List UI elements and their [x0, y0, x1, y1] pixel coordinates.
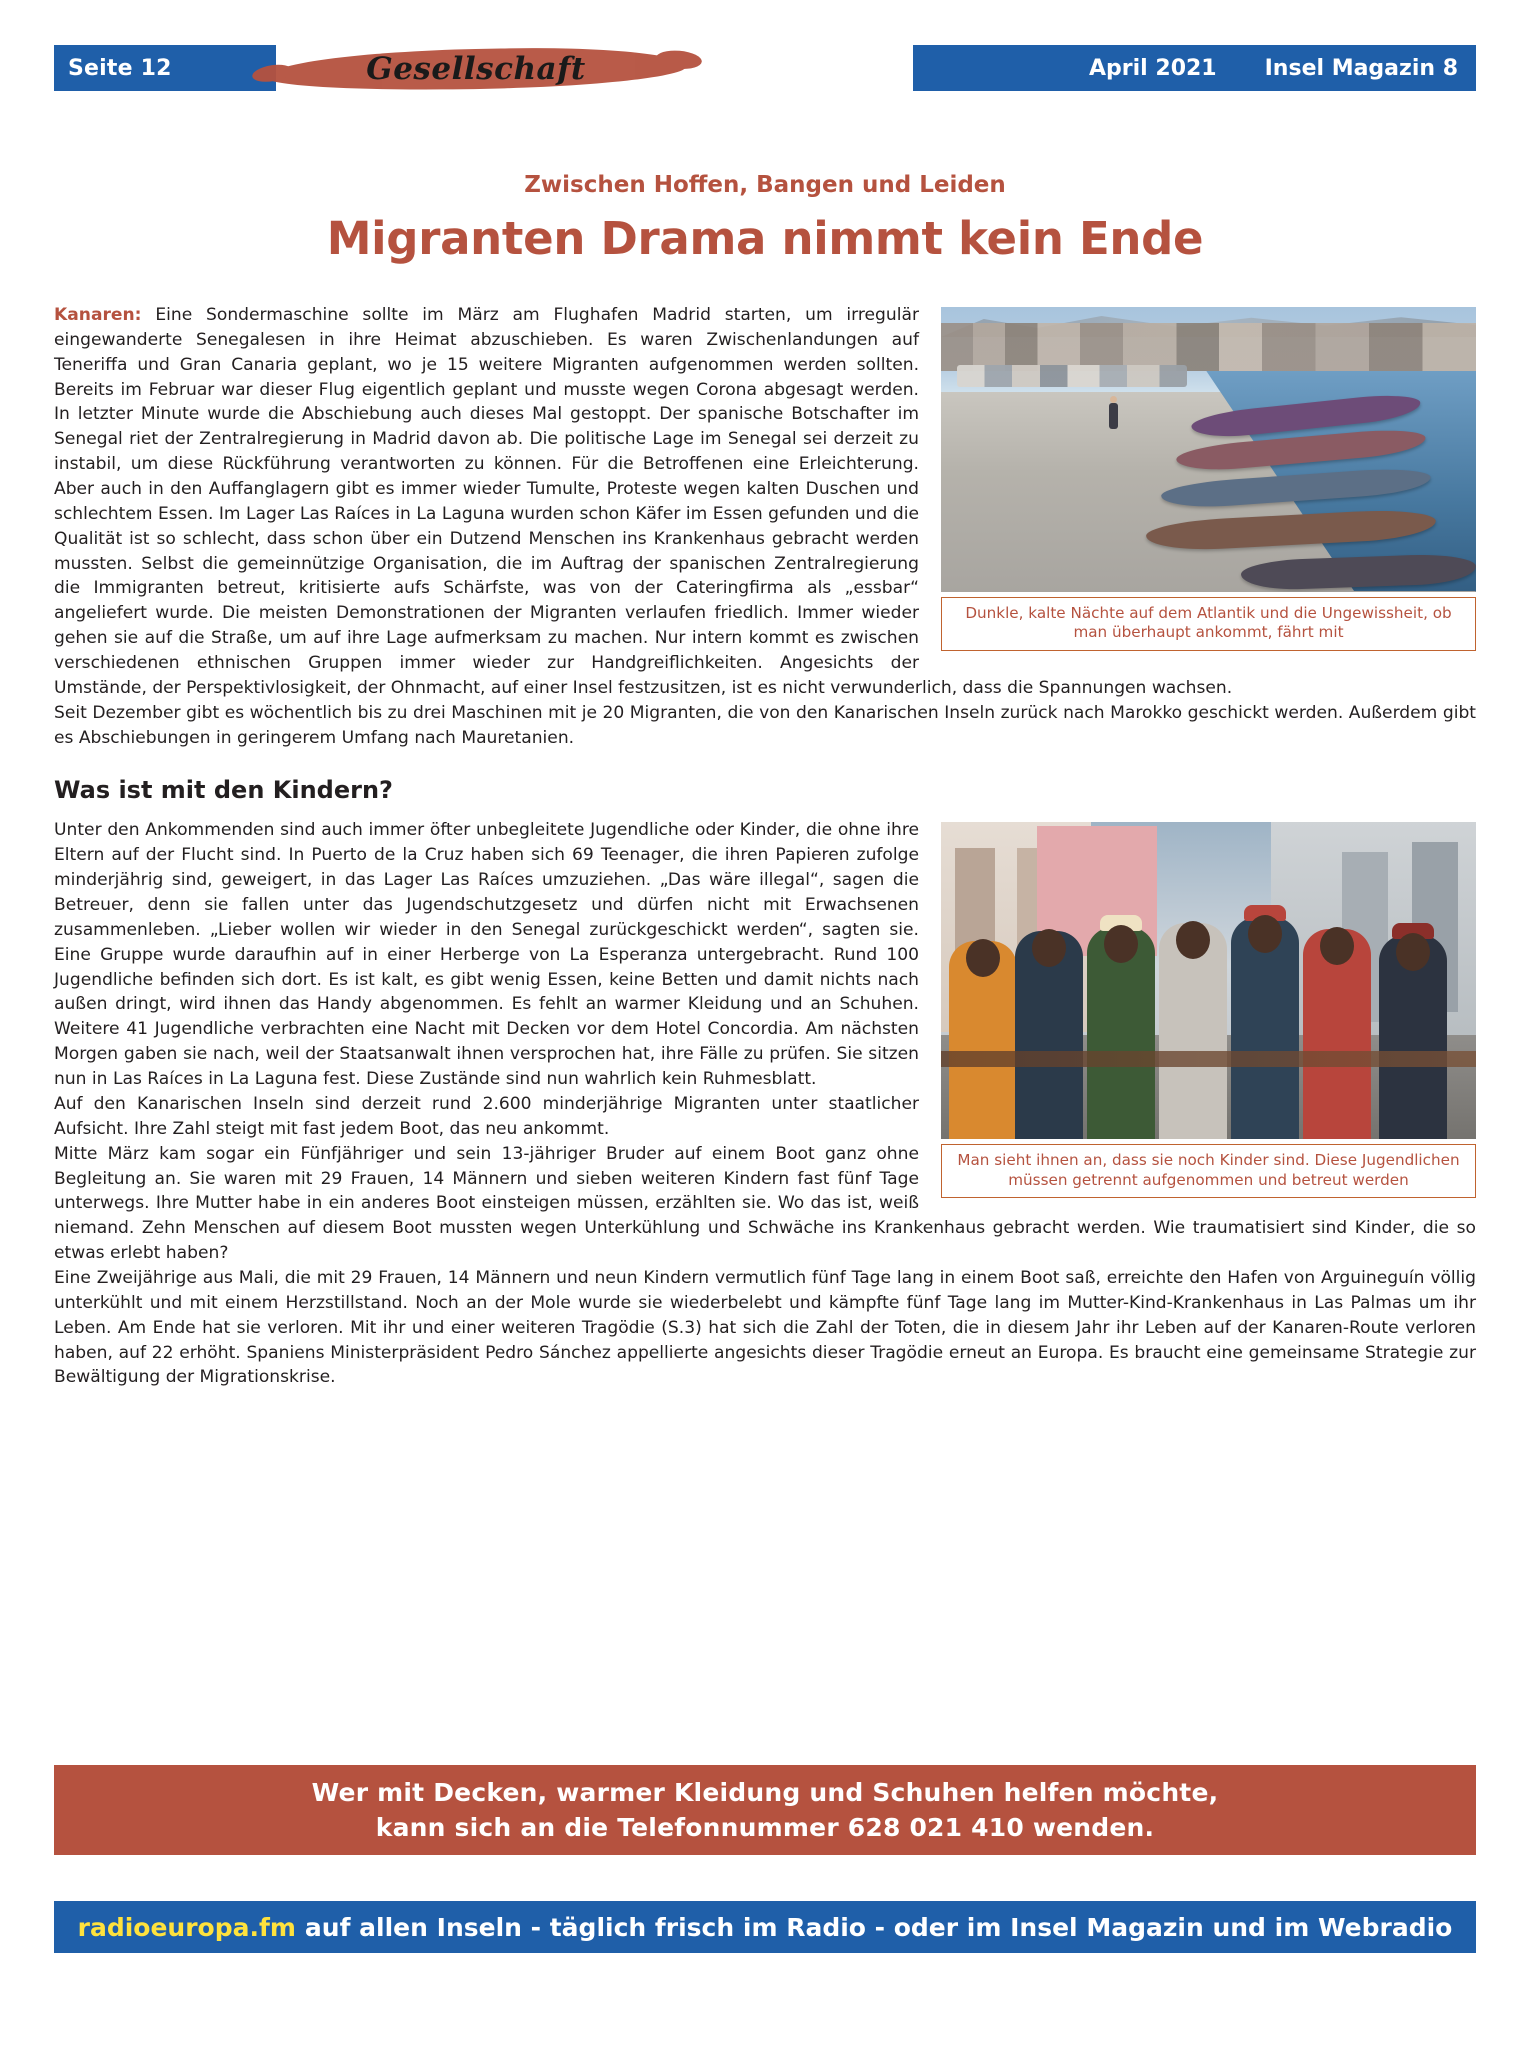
parked-vehicles [957, 365, 1187, 387]
paragraph-5: Mitte März kam sogar ein Fünfjähriger und sein 13-jähriger Bruder auf einem Boot ganz ohne Begleitung an. Sie waren mit 29 Frauen, 14 Männern und sieben weiteren Kindern fast fünf Tage unterwegs. Ihre Mutter habe in ein anderes Boot einsteigen müssen, erzählten sie. Wo das ist, weiß niemand. Zehn Menschen auf diesem Boot mussten wegen Unterkühlung und Schwäche ins Krankenhaus gebracht werden. Wie traumatisiert sind Kinder, die so etwas erlebt haben? [54, 1143, 1476, 1264]
person-figure [1087, 927, 1155, 1139]
linked-arms [941, 1051, 1476, 1067]
radio-footer-text: auf allen Inseln - täglich frisch im Radio - oder im Insel Magazin und im Webradio [304, 1912, 1453, 1942]
article-body [54, 303, 1476, 1390]
head-shape [1320, 927, 1354, 965]
issue-info-bar [913, 45, 1476, 91]
paragraph-3: Unter den Ankommenden sind auch immer öfter unbegleitete Jugendliche oder Kinder, die ohne ihre Eltern auf der Flucht sind. In Puerto de la Cruz haben sich 69 Teenager, die ihren Papieren zufolge minderjährig sind, geweigert, in das Lager Las Raíces umzuziehen. „Das wäre illegal“, sagen die Betreuer, denn sie fallen unter das Jugendschutzgesetz und dürfen nicht mit Erwachsenen zusammenleben. „Lieber wollen wir wieder in den Senegal zurückgeschickt werden“, sagten sie. Eine Gruppe wurde daraufhin auf in einer Herberge von La Esperanza untergebracht. Rund 100 Jugendliche befinden sich dort. Es ist kalt, es gibt wenig Essen, keine Betten und damit nichts nach außen dringt, wird ihnen das Handy abgenommen. Es fehlt an warmer Kleidung und an Schuhen. Weitere 41 Jugendliche verbrachten eine Nacht mit Decken vor dem Hotel Concordia. Am nächsten Morgen gaben sie nach, weil der Staatsanwalt ihnen versprochen hat, ihre Fälle zu prüfen. Sie sitzen nun in Las Raíces in La Laguna fest. Diese Zustände sind nun wahrlich kein Ruhmesblatt. [54, 820, 919, 1090]
head-shape [1104, 925, 1138, 963]
person-figure [1159, 923, 1227, 1139]
article-headline: Migranten Drama nimmt kein Ende [326, 212, 1204, 265]
person-figure [949, 941, 1017, 1139]
page-header [54, 45, 1476, 91]
harbour-boats-photo [941, 307, 1476, 592]
page-number-label: Seite 12 [68, 55, 172, 81]
section-title: Gesellschaft [366, 51, 586, 87]
radio-brand[interactable]: radioeuropa.fm [77, 1912, 296, 1942]
help-callout-box [54, 1765, 1476, 1855]
callout-line-2: kann sich an die Telefonnummer 628 021 410 wenden. [375, 1813, 1155, 1842]
magazine-title: Insel Magazin 8 [1264, 55, 1458, 81]
callout-line-1: Wer mit Decken, warmer Kleidung und Schuhen helfen möchte, [311, 1778, 1219, 1807]
person-figure [1303, 929, 1371, 1139]
person-figure [1015, 931, 1083, 1139]
person-figure [1231, 917, 1299, 1139]
figure-harbour-boats [941, 307, 1476, 651]
paragraph-4: Auf den Kanarischen Inseln sind derzeit rund 2.600 minderjährige Migranten unter staatlicher Aufsicht. Ihre Zahl steigt mit fast jedem Boot, das neu ankommt. [54, 1093, 919, 1139]
issue-date: April 2021 [1089, 55, 1217, 81]
figure-young-migrants [941, 822, 1476, 1198]
person-figure [1379, 935, 1447, 1139]
section-subheading: Was ist mit den Kindern? [54, 776, 393, 805]
head-shape [1176, 921, 1210, 959]
section-brush-banner [266, 41, 686, 99]
head-shape [1396, 933, 1430, 971]
head-shape [1032, 929, 1066, 967]
head-shape [966, 939, 1000, 977]
article-kicker: Zwischen Hoffen, Bangen und Leiden [524, 172, 1006, 198]
page-number-badge [54, 45, 276, 91]
head-shape [1248, 915, 1282, 953]
lead-label: Kanaren: [54, 305, 142, 325]
figure-caption: Dunkle, kalte Nächte auf dem Atlantik und die Ungewissheit, ob man überhaupt ankommt, fährt mit [941, 597, 1476, 651]
paragraph-6: Eine Zweijährige aus Mali, die mit 29 Frauen, 14 Männern und neun Kindern vermutlich fünf Tage lang in einem Boot saß, erreichte den Hafen von Arguineguín völlig unterkühlt und mit einem Herzstillstand. Noch an der Mole wurde sie wiederbelebt und kämpfte fünf Tage lang im Mutter-Kind-Krankenhaus in Las Palmas um ihr Leben. Am Ende hat sie verloren. Mit ihr und einer weiteren Tragödie (S.3) hat sich die Zahl der Toten, die in diesem Jahr ihr Leben auf der Kanaren-Route verloren haben, auf 22 erhöht. Spaniens Ministerpräsident Pedro Sánchez appellierte angesichts dieser Tragödie erneut an Europa. Es braucht eine gemeinsame Strategie zur Bewältigung der Migrationskrise. [54, 1267, 1476, 1388]
town-skyline [941, 323, 1476, 371]
radio-footer-bar [54, 1901, 1476, 1953]
lead-paragraph-text: Eine Sondermaschine sollte im März am Flughafen Madrid starten, um irregulär eingewanderte Senegalesen in ihre Heimat abzuschieben. Es waren Zwischenlandungen auf Teneriffa und Gran Canaria geplant, wo je 15 weitere Migranten aufgenommen werden sollten. Bereits im Februar war dieser Flug eigentlich geplant und musste wegen Corona abgesagt werden. In letzter Minute wurde die Abschiebung auch dieses Mal gestoppt. Der spanische Botschafter im Senegal riet der Zentralregierung in Madrid davon ab. Die politische Lage im Senegal sei derzeit zu instabil, um diese Rückführung verantworten zu können. Für die Betroffenen eine Erleichterung. Aber auch in den Auffanglagern gibt es immer wieder Tumulte, Proteste wegen kalten Duschen und schlechtem Essen. Im Lager Las Raíces in La Laguna wurden schon Käfer im Essen gefunden und die Qualität ist so schlecht, dass schon über ein Dutzend Menschen ins Krankenhaus gebracht werden mussten. Selbst die gemeinnützige Organisation, die im Auftrag der spanischen Zentralregierung die Immigranten betreut, kritisierte aufs Schärfste, was von der Cateringfirma als „essbar“ angeliefert wurde. Die meisten Demonstrationen der Migranten verlaufen friedlich. Immer wieder gehen sie auf die Straße, um auf ihre Lage aufmerksam zu machen. Nur intern kommt es zwischen verschiedenen ethnischen Gruppen immer wieder zur Handgreiflichkeiten. Angesichts der Umstände, der Perspektivlosigkeit, der Ohnmacht, auf einer Insel festzusitzen, ist es nicht verwunderlich, dass die Spannungen wachsen. [54, 305, 1233, 698]
figure-caption: Man sieht ihnen an, dass sie noch Kinder sind. Diese Jugendlichen müssen getrennt aufgenommen und betreut werden [941, 1144, 1476, 1198]
person-on-quay [1109, 403, 1118, 429]
young-migrants-photo [941, 822, 1476, 1139]
paragraph-2: Seit Dezember gibt es wöchentlich bis zu drei Maschinen mit je 20 Migranten, die von den Kanarischen Inseln zurück nach Marokko geschickt werden. Außerdem gibt es Abschiebungen in geringerem Umfang nach Mauretanien. [54, 702, 1476, 748]
